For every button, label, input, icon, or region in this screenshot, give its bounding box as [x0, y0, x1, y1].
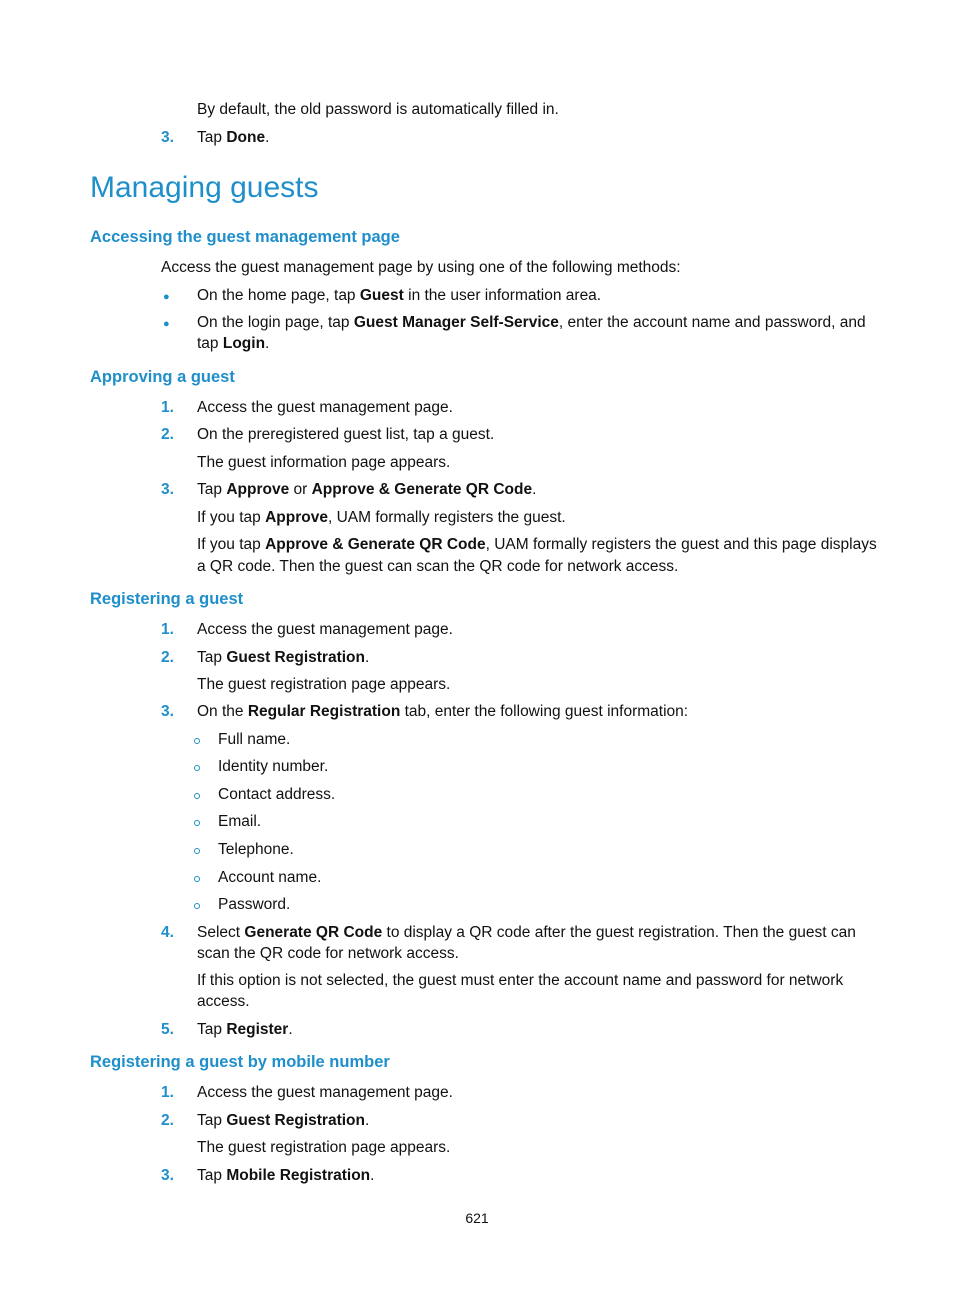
sub-bullet-circle — [194, 820, 200, 826]
step-number: 2. — [161, 1112, 174, 1129]
sub-list-item: Full name. — [218, 731, 291, 748]
step-text: On the preregistered guest list, tap a guest. — [197, 426, 495, 443]
step-text: Tap Mobile Registration. — [197, 1167, 375, 1184]
step-number: 2. — [161, 426, 174, 443]
section-heading-approving: Approving a guest — [90, 368, 235, 386]
step-number: 1. — [161, 1084, 174, 1101]
step-note-cont: access. — [197, 993, 250, 1010]
page-number: 621 — [465, 1210, 489, 1226]
page-title: Managing guests — [90, 171, 319, 204]
sub-bullet-circle — [194, 793, 200, 799]
step-number: 2. — [161, 649, 174, 666]
step-text: Tap Guest Registration. — [197, 649, 370, 666]
section-heading-mobile: Registering a guest by mobile number — [90, 1053, 390, 1071]
sub-list-item: Telephone. — [218, 841, 294, 858]
step-number: 3. — [161, 129, 174, 146]
bullet-item-login-page: On the login page, tap Guest Manager Self-Service, enter the account name and password, and — [197, 314, 866, 331]
paragraph-access-intro: Access the guest management page by using one of the following methods: — [161, 259, 681, 276]
step-number: 1. — [161, 621, 174, 638]
bullet-dot: ● — [163, 318, 170, 330]
step-note-cont: a QR code. Then the guest can scan the QR code for network access. — [197, 558, 679, 575]
step-number: 3. — [161, 481, 174, 498]
step-text-cont: scan the QR code for network access. — [197, 945, 459, 962]
sub-list-item: Password. — [218, 896, 291, 913]
step-text: Access the guest management page. — [197, 621, 453, 638]
step-text: Access the guest management page. — [197, 1084, 453, 1101]
step-number: 3. — [161, 1167, 174, 1184]
section-heading-registering: Registering a guest — [90, 590, 244, 608]
sub-bullet-circle — [194, 848, 200, 854]
sub-bullet-circle — [194, 903, 200, 909]
step-text-tap-done: Tap Done. — [197, 129, 270, 146]
step-number: 4. — [161, 924, 174, 941]
step-number: 5. — [161, 1021, 174, 1038]
sub-list-item: Account name. — [218, 869, 322, 886]
step-note: The guest registration page appears. — [197, 676, 451, 693]
step-text: Access the guest management page. — [197, 399, 453, 416]
sub-bullet-circle — [194, 876, 200, 882]
step-text: Tap Register. — [197, 1021, 293, 1038]
section-heading-accessing: Accessing the guest management page — [90, 228, 400, 246]
step-note: If you tap Approve, UAM formally registers the guest. — [197, 509, 566, 526]
sub-list-item: Email. — [218, 813, 262, 830]
step-note: If you tap Approve & Generate QR Code, UAM formally registers the guest and this page displays — [197, 536, 877, 553]
sub-bullet-circle — [194, 765, 200, 771]
step-note: The guest registration page appears. — [197, 1139, 451, 1156]
bullet-item-login-page-cont: tap Login. — [197, 335, 270, 352]
paragraph-default-password: By default, the old password is automatically filled in. — [197, 101, 559, 118]
step-number: 1. — [161, 399, 174, 416]
step-text: On the Regular Registration tab, enter the following guest information: — [197, 703, 689, 720]
step-text: Tap Approve or Approve & Generate QR Code. — [197, 481, 537, 498]
step-text: Tap Guest Registration. — [197, 1112, 370, 1129]
step-text: Select Generate QR Code to display a QR code after the guest registration. Then the guest can — [197, 924, 856, 941]
bullet-dot: ● — [163, 291, 170, 303]
step-note: If this option is not selected, the guest must enter the account name and password for network — [197, 972, 844, 989]
step-note: The guest information page appears. — [197, 454, 451, 471]
sub-list-item: Contact address. — [218, 786, 336, 803]
step-number: 3. — [161, 703, 174, 720]
sub-list-item: Identity number. — [218, 758, 329, 775]
bullet-item-home-page: On the home page, tap Guest in the user information area. — [197, 287, 602, 304]
sub-bullet-circle — [194, 738, 200, 744]
